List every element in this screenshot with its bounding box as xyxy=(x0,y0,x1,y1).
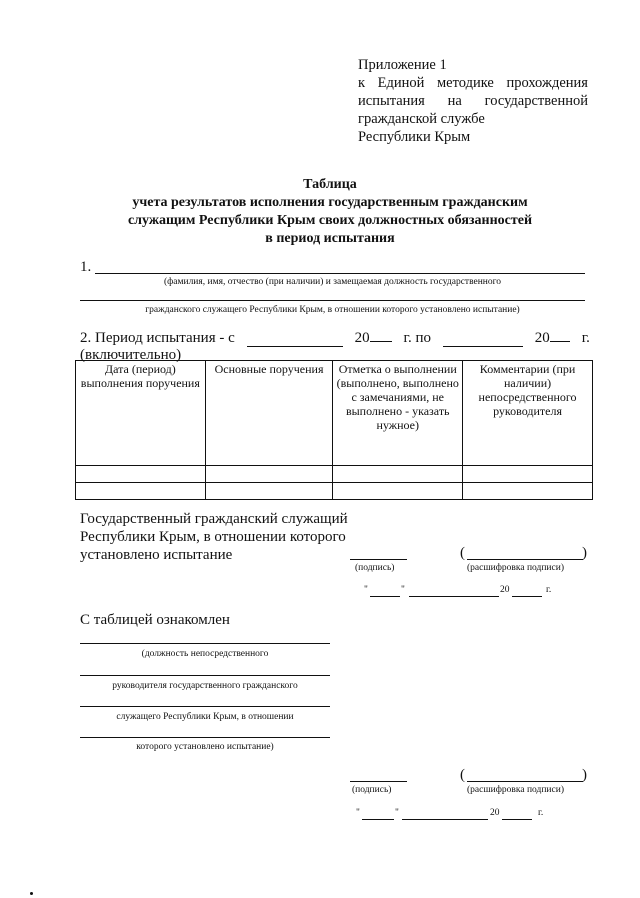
employee-text-3: установлено испытание xyxy=(80,547,233,563)
period-year-2: 20 xyxy=(534,330,550,346)
position-caption-2: руководителя государственного гражданского xyxy=(112,681,298,691)
name-caption-1: (фамилия, имя, отчество (при наличии) и замещаемая должность государственного xyxy=(163,277,502,287)
annex-line-4: гражданской службе xyxy=(358,111,485,127)
title-line-2: учета результатов исполнения государственным гражданским xyxy=(132,195,528,210)
manager-signature-label: (подпись) xyxy=(352,785,392,795)
manager-date-month-line[interactable] xyxy=(402,819,488,820)
employee-signature-label: (подпись) xyxy=(355,563,395,573)
employee-date-year-line[interactable] xyxy=(512,596,542,597)
item1-number: 1. xyxy=(80,259,92,275)
manager-decoding-close: ) xyxy=(582,767,587,783)
table-cell[interactable] xyxy=(76,466,206,483)
name-line-2[interactable] xyxy=(80,300,585,301)
table-cell[interactable] xyxy=(205,483,333,500)
employee-decoding-label: (расшифровка подписи) xyxy=(467,563,564,573)
table-cell[interactable] xyxy=(205,466,333,483)
employee-decoding-close: ) xyxy=(582,545,587,561)
header-tasks: Основные поручения xyxy=(205,361,333,466)
header-comments: Комментарии (при наличии) непосредственного руководителя xyxy=(463,361,593,466)
table-cell[interactable] xyxy=(333,483,463,500)
annex-line-5: Республики Крым xyxy=(358,129,471,145)
period-year-1: 20 xyxy=(354,330,370,346)
manager-date-day-line[interactable] xyxy=(362,819,394,820)
acquainted-heading: С таблицей ознакомлен xyxy=(80,612,230,628)
manager-decoding-label: (расшифровка подписи) xyxy=(467,785,564,795)
manager-decoding-line[interactable] xyxy=(467,781,583,782)
period-block xyxy=(80,329,590,364)
manager-signature-line[interactable] xyxy=(350,781,407,782)
manager-decoding-open: ( xyxy=(460,767,465,783)
employee-signature-line[interactable] xyxy=(350,559,407,560)
header-mark: Отметка о выполнении (выполнено, выполнено с замечаниями, не выполнено - указать нужное) xyxy=(333,361,463,466)
annex-line-1: Приложение 1 xyxy=(358,57,447,73)
table-cell[interactable] xyxy=(76,483,206,500)
period-year-1-field[interactable] xyxy=(370,329,392,342)
position-caption-4: которого установлено испытание) xyxy=(136,742,274,752)
annex-line-3: испытания на государственной xyxy=(358,93,588,109)
table-header-row xyxy=(76,361,593,466)
title-line-3: служащим Республики Крым своих должностных обязанностей xyxy=(127,213,533,228)
period-text-3: г. xyxy=(581,330,590,346)
table-row xyxy=(76,483,593,500)
period-text-2: г. по xyxy=(403,330,431,346)
period-text-1: 2. Период испытания - с xyxy=(80,330,235,346)
scan-speck xyxy=(30,892,33,895)
position-line-1[interactable] xyxy=(80,643,330,644)
results-table xyxy=(75,360,593,500)
manager-date-year-line[interactable] xyxy=(502,819,532,820)
header-date: Дата (период) выполнения поручения xyxy=(76,361,206,466)
title-line-4: в период испытания xyxy=(265,231,395,246)
period-start-field[interactable] xyxy=(247,334,343,347)
period-end-field[interactable] xyxy=(443,334,523,347)
position-line-3[interactable] xyxy=(80,706,330,707)
position-line-4[interactable] xyxy=(80,737,330,738)
position-caption-3: служащего Республики Крым, в отношении xyxy=(116,712,294,722)
employee-decoding-open: ( xyxy=(460,545,465,561)
table-cell[interactable] xyxy=(463,466,593,483)
manager-date: " " 20 г. xyxy=(356,808,544,818)
position-caption-1: (должность непосредственного xyxy=(141,649,269,659)
position-line-2[interactable] xyxy=(80,675,330,676)
period-inclusive: (включительно) xyxy=(80,347,182,363)
employee-text-1: Государственный гражданский служащий xyxy=(80,511,348,527)
employee-date-day-line[interactable] xyxy=(370,596,400,597)
employee-text-2: Республики Крым, в отношении которого xyxy=(80,529,346,545)
name-line-1[interactable] xyxy=(95,273,585,274)
table-cell[interactable] xyxy=(333,466,463,483)
title-line-1: Таблица xyxy=(303,177,357,192)
employee-date: " " 20 г. xyxy=(364,585,552,595)
employee-block xyxy=(80,510,380,564)
name-caption-2: гражданского служащего Республики Крым, в отношении которого установлено испытание) xyxy=(145,305,520,315)
annex-line-2: к Единой методике прохождения xyxy=(358,75,588,91)
annex-block xyxy=(358,56,588,146)
period-year-2-field[interactable] xyxy=(550,329,570,342)
table-row xyxy=(76,466,593,483)
document-title xyxy=(60,176,600,248)
employee-date-month-line[interactable] xyxy=(409,596,499,597)
employee-decoding-line[interactable] xyxy=(467,559,583,560)
table-cell[interactable] xyxy=(463,483,593,500)
